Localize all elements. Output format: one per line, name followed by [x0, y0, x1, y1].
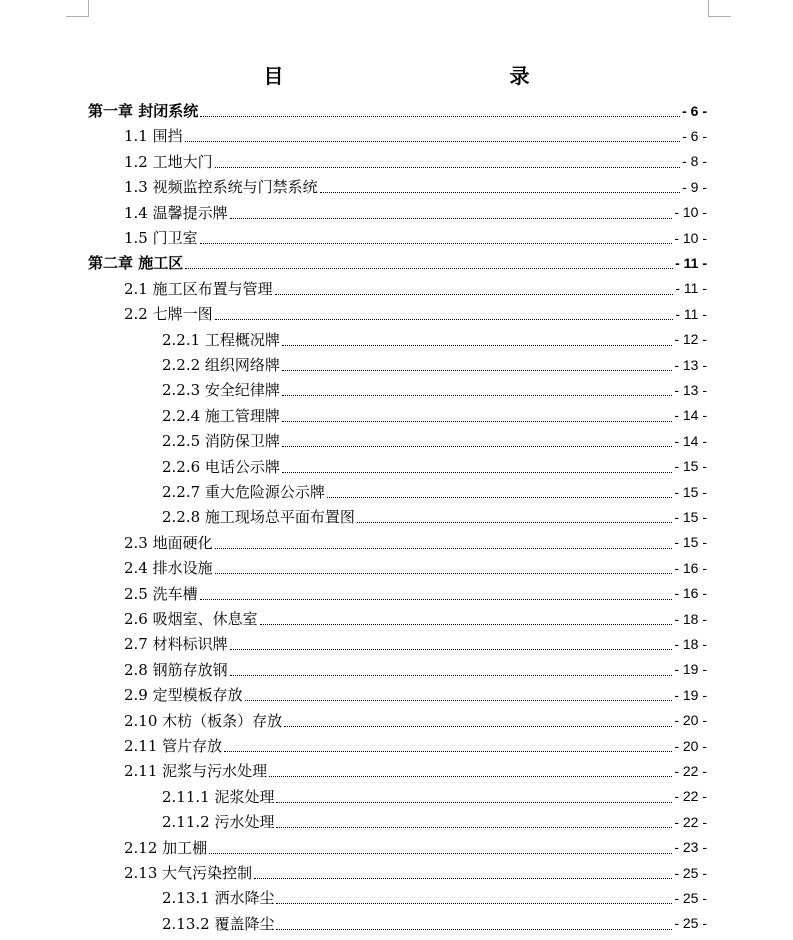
toc-dot-leader	[215, 167, 680, 168]
toc-entry-label: 1.2 工地大门	[124, 152, 213, 171]
toc-entry[interactable]	[0, 530, 793, 555]
toc-entry[interactable]	[0, 403, 793, 428]
toc-dot-leader	[276, 903, 672, 904]
toc-entry-label: 2.2.7 重大危险源公示牌	[162, 483, 325, 501]
toc-dot-leader	[284, 726, 672, 727]
toc-dot-leader	[230, 218, 673, 219]
toc-dot-leader	[357, 522, 672, 523]
toc-entry-page-number: - 9 -	[682, 178, 707, 195]
toc-entry-page-number: - 15 -	[674, 508, 707, 525]
toc-dot-leader	[230, 675, 673, 676]
toc-dot-leader	[276, 802, 672, 803]
toc-entry-label: 2.12 加工棚	[124, 838, 208, 857]
toc-dot-leader	[282, 345, 672, 346]
toc-entry[interactable]	[0, 98, 793, 123]
toc-dot-leader	[200, 599, 673, 600]
toc-dot-leader	[282, 421, 672, 422]
toc-entry-page-number: - 14 -	[674, 407, 707, 424]
toc-entry[interactable]	[0, 174, 793, 199]
toc-entry-page-number: - 10 -	[674, 204, 707, 221]
toc-dot-leader	[200, 243, 673, 244]
toc-entry[interactable]	[0, 454, 793, 479]
toc-entry-label: 2.2.5 消防保卫牌	[162, 432, 280, 451]
toc-dot-leader	[200, 116, 680, 117]
toc-entry[interactable]	[0, 428, 793, 453]
toc-entry-page-number: - 22 -	[674, 813, 707, 830]
toc-entry-page-number: - 18 -	[674, 610, 707, 627]
toc-entry-page-number: - 13 -	[674, 381, 707, 398]
toc-entry-page-number: - 16 -	[674, 585, 707, 602]
toc-entry-page-number: - 16 -	[674, 559, 707, 576]
toc-entry-page-number: - 19 -	[674, 686, 707, 703]
toc-dot-leader	[185, 268, 673, 269]
toc-dot-leader	[245, 700, 673, 701]
toc-entry-label: 第一章 封闭系统	[88, 102, 199, 120]
toc-entry-page-number: - 18 -	[674, 635, 707, 652]
toc-entry[interactable]	[0, 606, 793, 631]
toc-entry-page-number: - 11 -	[675, 280, 707, 297]
toc-dot-leader	[320, 192, 680, 193]
toc-entry[interactable]	[0, 149, 793, 174]
toc-entry-label: 2.11.1 泥浆处理	[162, 787, 275, 806]
toc-dot-leader	[185, 141, 680, 142]
toc-entry-label: 2.2 七牌一图	[124, 305, 213, 324]
toc-entry[interactable]	[0, 784, 793, 809]
toc-entry-page-number: - 19 -	[674, 661, 707, 678]
toc-dot-leader	[254, 878, 672, 879]
toc-entry-label: 2.3 地面硬化	[124, 533, 213, 552]
toc-entry-page-number: - 6 -	[682, 127, 707, 144]
toc-dot-leader	[260, 624, 673, 625]
toc-entry[interactable]	[0, 835, 793, 860]
toc-entry-page-number: - 12 -	[674, 331, 707, 348]
toc-entry[interactable]	[0, 860, 793, 885]
toc-entry[interactable]	[0, 352, 793, 377]
toc-dot-leader	[269, 776, 672, 777]
toc-entry[interactable]	[0, 327, 793, 352]
toc-entry-page-number: - 14 -	[674, 432, 707, 449]
toc-entry-page-number: - 25 -	[674, 915, 707, 932]
toc-dot-leader	[327, 497, 672, 498]
toc-entry-page-number: - 15 -	[674, 458, 707, 475]
toc-entry-page-number: - 10 -	[674, 229, 707, 246]
toc-entry-page-number: - 15 -	[674, 483, 707, 500]
toc-entry[interactable]	[0, 301, 793, 326]
toc-entry-page-number: - 8 -	[682, 153, 707, 170]
toc-entry-page-number: - 22 -	[674, 762, 707, 779]
toc-entry-page-number: - 23 -	[674, 839, 707, 856]
toc-entry-label: 1.4 温馨提示牌	[124, 203, 228, 222]
toc-entry-label: 2.2.2 组织网络牌	[162, 356, 280, 374]
toc-entry-page-number: - 11 -	[675, 305, 707, 322]
toc-entry-page-number: - 25 -	[674, 889, 707, 906]
toc-dot-leader	[275, 294, 674, 295]
toc-entry-label: 2.4 排水设施	[124, 559, 213, 578]
toc-entry-label: 2.7 材料标识牌	[124, 635, 228, 654]
toc-dot-leader	[282, 472, 672, 473]
toc-entry-label: 2.6 吸烟室、休息室	[124, 610, 258, 628]
toc-entry[interactable]	[0, 377, 793, 402]
toc-entry-label: 2.1 施工区布置与管理	[124, 279, 273, 298]
toc-entry-label: 2.11 管片存放	[124, 737, 223, 755]
toc-entry[interactable]	[0, 911, 793, 936]
toc-entry-label: 2.13.1 洒水降尘	[162, 889, 275, 908]
toc-entry-label: 2.11.2 污水处理	[162, 813, 275, 832]
toc-entry-label: 1.1 围挡	[124, 127, 183, 146]
toc-entry[interactable]	[0, 758, 793, 783]
toc-entry-page-number: - 13 -	[674, 356, 707, 373]
toc-entry-label: 2.13.2 覆盖降尘	[162, 914, 275, 933]
toc-entry-label: 2.2.8 施工现场总平面布置图	[162, 508, 355, 527]
toc-entry[interactable]	[0, 631, 793, 656]
toc-entry-label: 2.10 木枋（板条）存放	[124, 711, 283, 730]
toc-entry[interactable]	[0, 885, 793, 910]
toc-entry-page-number: - 25 -	[674, 864, 707, 881]
toc-entry[interactable]	[0, 276, 793, 301]
toc-dot-leader	[215, 548, 673, 549]
crop-mark-top-right	[708, 0, 731, 17]
toc-entry[interactable]	[0, 504, 793, 529]
toc-entry-label: 2.11 泥浆与污水处理	[124, 762, 268, 781]
toc-dot-leader	[230, 649, 673, 650]
toc-entry-label: 2.2.3 安全纪律牌	[162, 381, 280, 400]
toc-entry[interactable]	[0, 123, 793, 148]
toc-entry[interactable]	[0, 682, 793, 707]
crop-mark-top-left	[66, 0, 89, 17]
toc-entry-label: 2.2.1 工程概况牌	[162, 330, 280, 349]
toc-dot-leader	[276, 929, 672, 930]
toc-entry[interactable]	[0, 200, 793, 225]
toc-entry-page-number: - 20 -	[674, 712, 707, 729]
toc-dot-leader	[282, 395, 672, 396]
toc-entry-page-number: - 6 -	[682, 102, 707, 119]
toc-entry-label: 2.2.6 电话公示牌	[162, 457, 280, 476]
toc-entry[interactable]	[0, 657, 793, 682]
toc-entry-page-number: - 20 -	[674, 737, 707, 754]
toc-entry-label: 2.9 定型模板存放	[124, 686, 243, 705]
toc-entry[interactable]	[0, 250, 793, 275]
toc-entry-page-number: - 15 -	[674, 534, 707, 551]
toc-entry-label: 2.13 大气污染控制	[124, 864, 253, 882]
toc-dot-leader	[209, 853, 672, 854]
toc-entry-label: 1.5 门卫室	[124, 229, 198, 247]
toc-entry-page-number: - 11 -	[675, 254, 707, 271]
toc-entry-label: 2.8 钢筋存放钢	[124, 660, 228, 679]
toc-title: 目 录	[263, 64, 592, 88]
toc-entry[interactable]	[0, 225, 793, 250]
toc-dot-leader	[282, 370, 672, 371]
toc-entry-label: 第二章 施工区	[88, 254, 184, 273]
toc-dot-leader	[282, 446, 672, 447]
toc-entry[interactable]	[0, 809, 793, 834]
toc-entry[interactable]	[0, 581, 793, 606]
toc-dot-leader	[215, 319, 674, 320]
toc-entry-label: 2.2.4 施工管理牌	[162, 406, 280, 425]
toc-entry-label: 1.3 视频监控系统与门禁系统	[124, 178, 318, 197]
toc-entry[interactable]	[0, 733, 793, 758]
toc-dot-leader	[215, 573, 673, 574]
toc-dot-leader	[276, 827, 672, 828]
toc-entry[interactable]	[0, 479, 793, 504]
toc-entry[interactable]	[0, 555, 793, 580]
toc-dot-leader	[224, 751, 672, 752]
toc-entry-page-number: - 22 -	[674, 788, 707, 805]
toc-entry-label: 2.5 洗车槽	[124, 584, 198, 603]
toc-entry[interactable]	[0, 708, 793, 733]
